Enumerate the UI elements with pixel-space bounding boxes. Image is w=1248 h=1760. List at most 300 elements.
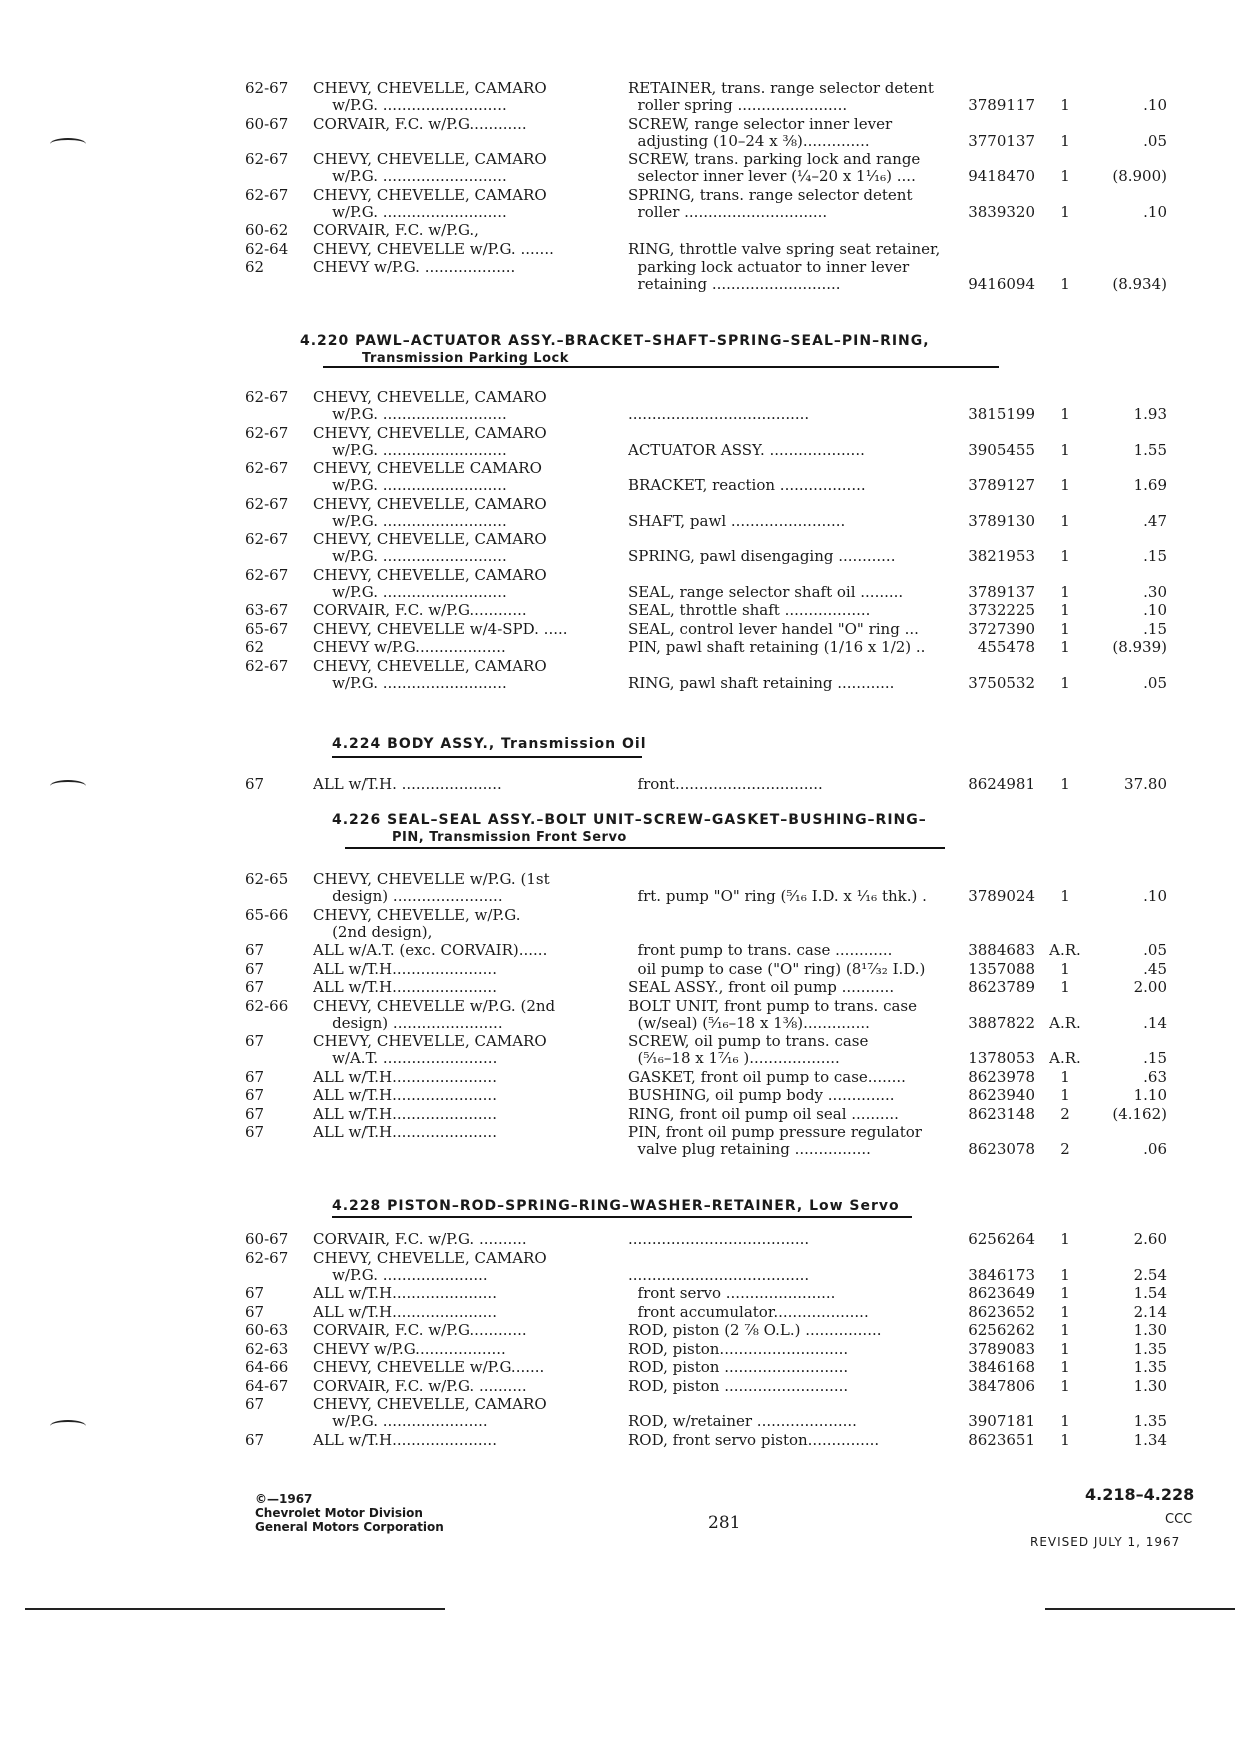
part-number: 8623078 (968, 1140, 1035, 1158)
quantity: 1 (1060, 638, 1070, 656)
price: .10 (1143, 887, 1167, 905)
vehicle-model: CHEVY, CHEVELLE, CAMARO (313, 423, 547, 442)
part-description: BUSHING, oil pump body .............. (628, 1086, 895, 1104)
part-number: 3727390 (968, 619, 1035, 638)
model-years: 67 (245, 959, 265, 978)
part-description: SCREW, trans. parking lock and range (628, 150, 921, 168)
model-years: 67 (245, 1302, 265, 1321)
model-years: 67 (245, 1067, 265, 1086)
part-description: ...................................... (628, 1230, 810, 1248)
parts-row (245, 547, 1175, 566)
parts-row (245, 1303, 1175, 1322)
parts-row (245, 775, 1175, 794)
model-years: 62-66 (245, 996, 289, 1015)
quantity: 1 (1060, 775, 1070, 793)
quantity: 1 (1060, 1376, 1070, 1395)
vehicle-model: CHEVY, CHEVELLE, CAMARO (313, 1248, 547, 1267)
parts-row (245, 1014, 1175, 1033)
parts-row (245, 887, 1175, 906)
bottom-rule (1045, 1608, 1235, 1610)
vehicle-model: w/P.G. .......................... (313, 440, 507, 459)
model-years: 67 (245, 1123, 265, 1141)
vehicle-model: design) ....................... (313, 1013, 503, 1032)
part-number: 3905455 (968, 440, 1035, 459)
price: (8.939) (1112, 638, 1167, 656)
corporation-text: General Motors Corporation (255, 1520, 444, 1534)
binder-mark (50, 138, 86, 150)
part-description: ROD, piston .......................... (628, 1376, 849, 1395)
quantity: 1 (1060, 1067, 1070, 1086)
price: 1.34 (1133, 1430, 1167, 1449)
price: 1.10 (1133, 1086, 1167, 1104)
section-heading-4-224 (332, 736, 647, 753)
parts-row (245, 167, 1175, 186)
model-years: 60-67 (245, 1230, 289, 1248)
parts-row (245, 638, 1175, 657)
price: .05 (1143, 131, 1167, 150)
vehicle-model: (2nd design), (313, 922, 433, 941)
part-description: adjusting (10–24 x ⅜).............. (628, 131, 870, 150)
part-description: ACTUATOR ASSY. .................... (628, 440, 865, 459)
part-number: 3846168 (968, 1358, 1035, 1376)
vehicle-model: ALL w/T.H. ..................... (313, 775, 502, 793)
vehicle-model: w/A.T. ........................ (313, 1049, 498, 1067)
part-number: 3839320 (968, 202, 1035, 221)
section-rule (345, 847, 945, 849)
part-description: parking lock actuator to inner lever (628, 258, 910, 276)
vehicle-model: CORVAIR, F.C. w/P.G............ (313, 114, 527, 133)
quantity: 1 (1060, 978, 1070, 996)
part-description: RETAINER, trans. range selector detent (628, 79, 934, 97)
vehicle-model: CHEVY w/P.G. ................... (313, 258, 516, 276)
model-years: 62-67 (245, 494, 289, 513)
section-subtitle: Transmission Parking Lock (362, 351, 569, 366)
quantity: 1 (1060, 1265, 1070, 1284)
model-years: 67 (245, 1032, 265, 1050)
price: 1.93 (1133, 405, 1167, 423)
quantity: 1 (1060, 1358, 1070, 1376)
vehicle-model: CHEVY, CHEVELLE, CAMARO (313, 494, 547, 513)
parts-row (245, 601, 1175, 620)
part-description: RING, front oil pump oil seal .......... (628, 1104, 899, 1123)
price: .14 (1143, 1013, 1167, 1032)
vehicle-model: ALL w/T.H...................... (313, 1086, 497, 1104)
section-title: 4.220 PAWL–ACTUATOR ASSY.–BRACKET–SHAFT–SPRING–SEAL–PIN–RING, (300, 333, 930, 349)
quantity: 1 (1060, 202, 1070, 221)
parts-row (245, 583, 1175, 602)
quantity: 1 (1060, 601, 1070, 619)
price: .15 (1143, 547, 1167, 565)
quantity: 1 (1060, 1302, 1070, 1321)
part-description: ...................................... (628, 405, 810, 423)
price: 1.35 (1133, 1412, 1167, 1430)
part-description: front pump to trans. case ............ (628, 941, 893, 959)
parts-row (245, 1068, 1175, 1087)
price: (8.900) (1112, 167, 1167, 185)
part-number: 1378053 (968, 1049, 1035, 1067)
part-number: 3815199 (968, 405, 1035, 423)
model-years: 62-67 (245, 565, 289, 584)
binder-mark (50, 1420, 86, 1432)
part-number: 455478 (977, 638, 1035, 656)
model-years: 62 (245, 258, 265, 276)
vehicle-model: CHEVY, CHEVELLE, CAMARO (313, 656, 547, 675)
quantity: A.R. (1049, 941, 1081, 959)
part-number: 3750532 (968, 673, 1035, 692)
part-description: front servo ....................... (628, 1284, 836, 1302)
price: 1.54 (1133, 1284, 1167, 1302)
part-description: RING, pawl shaft retaining ............ (628, 673, 895, 692)
parts-row (245, 476, 1175, 495)
parts-row (245, 978, 1175, 997)
part-number: 8623148 (968, 1104, 1035, 1123)
vehicle-model: CHEVY w/P.G................... (313, 1339, 506, 1358)
quantity: 1 (1060, 547, 1070, 565)
vehicle-model: CHEVY, CHEVELLE, CAMARO (313, 1032, 547, 1050)
price: .10 (1143, 96, 1167, 114)
part-number: 8623978 (968, 1067, 1035, 1086)
quantity: 1 (1060, 1284, 1070, 1302)
vehicle-model: CHEVY, CHEVELLE, CAMARO (313, 388, 547, 406)
part-description: oil pump to case ("O" ring) (8¹⁷⁄₃₂ I.D.) (628, 959, 926, 978)
part-number: 3770137 (968, 131, 1035, 150)
vehicle-model: CHEVY, CHEVELLE, w/P.G. (313, 905, 521, 924)
bottom-rule (25, 1608, 445, 1610)
price: 1.30 (1133, 1321, 1167, 1339)
section-title: 4.224 BODY ASSY., Transmission Oil (332, 736, 647, 752)
parts-row (245, 1412, 1175, 1431)
model-years: 64-66 (245, 1358, 289, 1376)
vehicle-model: CHEVY, CHEVELLE w/P.G. ....... (313, 239, 554, 258)
quantity: 1 (1060, 1412, 1070, 1430)
model-years: 62-67 (245, 530, 289, 548)
vehicle-model: CHEVY w/P.G................... (313, 638, 506, 656)
parts-row (245, 1140, 1175, 1159)
vehicle-model: w/P.G. .......................... (313, 511, 507, 530)
section-rule (332, 1216, 912, 1218)
parts-row (245, 1105, 1175, 1124)
part-description: selector inner lever (¼–20 x 1¹⁄₁₆) .... (628, 167, 916, 185)
model-years: 67 (245, 775, 265, 793)
parts-row (245, 1086, 1175, 1105)
part-description: SPRING, pawl disengaging ............ (628, 547, 896, 565)
parts-row (245, 1284, 1175, 1303)
quantity: 1 (1060, 167, 1070, 185)
part-description: SCREW, range selector inner lever (628, 114, 893, 133)
vehicle-model: w/P.G. .......................... (313, 547, 507, 565)
model-years: 63-67 (245, 601, 289, 619)
price: .05 (1143, 673, 1167, 692)
part-number: 8623940 (968, 1086, 1035, 1104)
part-number: 6256264 (968, 1230, 1035, 1248)
quantity: 1 (1060, 619, 1070, 638)
quantity: 1 (1060, 96, 1070, 114)
part-number: 3789127 (968, 476, 1035, 494)
vehicle-model: w/P.G. .......................... (313, 167, 507, 185)
quantity: 1 (1060, 1430, 1070, 1449)
price: .45 (1143, 959, 1167, 978)
part-number: 8623789 (968, 978, 1035, 996)
parts-row (245, 960, 1175, 979)
part-description: PIN, pawl shaft retaining (1/16 x 1/2) .. (628, 638, 926, 656)
price: 2.14 (1133, 1302, 1167, 1321)
part-description: SEAL, throttle shaft .................. (628, 601, 871, 619)
part-number: 6256262 (968, 1321, 1035, 1339)
part-number: 9418470 (968, 167, 1035, 185)
part-description: frt. pump "O" ring (⁵⁄₁₆ I.D. x ¹⁄₁₆ thk.) . (628, 887, 927, 905)
parts-row (245, 1358, 1175, 1377)
quantity: 1 (1060, 582, 1070, 601)
part-number: 3884683 (968, 941, 1035, 959)
part-number: 8623652 (968, 1302, 1035, 1321)
parts-row (245, 132, 1175, 151)
model-years: 65-67 (245, 619, 289, 638)
vehicle-model: CORVAIR, F.C. w/P.G., (313, 221, 479, 239)
parts-row (245, 96, 1175, 115)
part-number: 3907181 (968, 1412, 1035, 1430)
vehicle-model: w/P.G. ...................... (313, 1412, 488, 1430)
model-years: 62 (245, 638, 265, 656)
price: (8.934) (1112, 275, 1167, 293)
vehicle-model: ALL w/T.H...................... (313, 978, 497, 996)
section-rule (332, 756, 642, 758)
model-years: 60-63 (245, 1321, 289, 1339)
vehicle-model: CHEVY, CHEVELLE w/P.G....... (313, 1358, 545, 1376)
model-years: 65-66 (245, 905, 289, 924)
part-description: ...................................... (628, 1265, 810, 1284)
part-description: GASKET, front oil pump to case........ (628, 1067, 906, 1086)
parts-row (245, 203, 1175, 222)
price: 1.30 (1133, 1376, 1167, 1395)
model-years: 62-64 (245, 239, 289, 258)
price: 1.69 (1133, 476, 1167, 494)
model-years: 62-65 (245, 870, 289, 888)
part-description: ROD, piston (2 ⅞ O.L.) ................ (628, 1321, 882, 1339)
vehicle-model: CORVAIR, F.C. w/P.G. .......... (313, 1376, 527, 1395)
model-years: 62-67 (245, 423, 289, 442)
part-description: RING, throttle valve spring seat retainer, (628, 239, 941, 258)
part-description: BOLT UNIT, front pump to trans. case (628, 996, 917, 1015)
vehicle-model: ALL w/A.T. (exc. CORVAIR)...... (313, 941, 548, 959)
part-number: 3789024 (968, 887, 1035, 905)
part-description: valve plug retaining ................ (628, 1140, 871, 1158)
model-years: 62-67 (245, 185, 289, 204)
model-years: 60-62 (245, 221, 289, 239)
parts-row (245, 1321, 1175, 1340)
quantity: 1 (1060, 275, 1070, 293)
vehicle-model: CORVAIR, F.C. w/P.G............ (313, 601, 527, 619)
price: (4.162) (1112, 1104, 1167, 1123)
price: .15 (1143, 1049, 1167, 1067)
quantity: 1 (1060, 673, 1070, 692)
vehicle-model: CORVAIR, F.C. w/P.G. .......... (313, 1230, 527, 1248)
price: 2.00 (1133, 978, 1167, 996)
model-years: 62-67 (245, 459, 289, 477)
publisher-block (255, 1492, 444, 1534)
vehicle-model: w/P.G. .......................... (313, 202, 507, 221)
parts-row (245, 275, 1175, 294)
parts-row (245, 441, 1175, 460)
section-title: 4.228 PISTON–ROD–SPRING–RING–WASHER–RETAINER, Low Servo (332, 1198, 900, 1214)
part-number: 8624981 (968, 775, 1035, 793)
section-heading-4-220 (300, 333, 930, 367)
part-number: 1357088 (968, 959, 1035, 978)
part-description: PIN, front oil pump pressure regulator (628, 1123, 922, 1141)
part-description: SCREW, oil pump to trans. case (628, 1032, 869, 1050)
price: 2.54 (1133, 1265, 1167, 1284)
part-description: ROD, front servo piston............... (628, 1430, 880, 1449)
group-range: 4.218–4.228 (1085, 1485, 1195, 1504)
part-description: SEAL, range selector shaft oil ......... (628, 582, 904, 601)
division-text: Chevrolet Motor Division (255, 1506, 423, 1520)
price: 1.55 (1133, 440, 1167, 459)
section-subtitle: PIN, Transmission Front Servo (392, 830, 627, 845)
vehicle-model: CHEVY, CHEVELLE CAMARO (313, 459, 542, 477)
vehicle-model: CHEVY, CHEVELLE, CAMARO (313, 530, 547, 548)
price: .47 (1143, 511, 1167, 530)
price: .06 (1143, 1140, 1167, 1158)
part-number: 8623649 (968, 1284, 1035, 1302)
quantity: 1 (1060, 476, 1070, 494)
part-description: SEAL ASSY., front oil pump ........... (628, 978, 895, 996)
price: 1.35 (1133, 1339, 1167, 1358)
section-heading-4-228 (332, 1198, 900, 1215)
vehicle-model: ALL w/T.H...................... (313, 1430, 497, 1449)
parts-row (245, 221, 1175, 240)
model-years: 67 (245, 1086, 265, 1104)
model-years: 64-67 (245, 1376, 289, 1395)
catalog-code: CCC (1165, 1512, 1193, 1527)
price: 37.80 (1124, 775, 1167, 793)
vehicle-model: ALL w/T.H...................... (313, 1284, 497, 1302)
model-years: 62-63 (245, 1339, 289, 1358)
model-years: 67 (245, 1395, 265, 1413)
parts-row (245, 674, 1175, 693)
vehicle-model: CHEVY, CHEVELLE, CAMARO (313, 79, 547, 97)
price: 1.35 (1133, 1358, 1167, 1376)
quantity: 1 (1060, 1321, 1070, 1339)
quantity: 1 (1060, 1339, 1070, 1358)
revision-date: REVISED JULY 1, 1967 (1030, 1535, 1181, 1549)
quantity: 1 (1060, 959, 1070, 978)
part-description: front............................... (628, 775, 823, 793)
quantity: 1 (1060, 887, 1070, 905)
price: .15 (1143, 619, 1167, 638)
part-description: (⁵⁄₁₆–18 x 1⁷⁄₁₆ )................... (628, 1049, 840, 1067)
part-number: 3789130 (968, 511, 1035, 530)
vehicle-model: ALL w/T.H...................... (313, 1104, 497, 1123)
part-number: 3887822 (968, 1013, 1035, 1032)
part-description: SPRING, trans. range selector detent (628, 185, 913, 204)
part-description: SEAL, control lever handel "O" ring ... (628, 619, 919, 638)
part-description: roller spring ....................... (628, 96, 848, 114)
parts-row (245, 240, 1175, 259)
part-description: BRACKET, reaction .................. (628, 476, 866, 494)
part-number: 8623651 (968, 1430, 1035, 1449)
price: .30 (1143, 582, 1167, 601)
quantity: 1 (1060, 440, 1070, 459)
quantity: 2 (1060, 1104, 1070, 1123)
vehicle-model: w/P.G. ...................... (313, 1265, 488, 1284)
part-number: 3789137 (968, 582, 1035, 601)
vehicle-model: CHEVY, CHEVELLE w/P.G. (1st (313, 870, 550, 888)
model-years: 62-67 (245, 388, 289, 406)
model-years: 62-67 (245, 656, 289, 675)
parts-row (245, 405, 1175, 424)
parts-row (245, 1431, 1175, 1450)
model-years: 67 (245, 1104, 265, 1123)
price: .10 (1143, 601, 1167, 619)
part-description: ROD, w/retainer ..................... (628, 1412, 857, 1430)
section-title: 4.226 SEAL–SEAL ASSY.–BOLT UNIT–SCREW–GASKET–BUSHING–RING– (332, 812, 927, 828)
vehicle-model: CHEVY, CHEVELLE, CAMARO (313, 150, 547, 168)
model-years: 67 (245, 1430, 265, 1449)
price: .10 (1143, 202, 1167, 221)
part-description: ROD, piston........................... (628, 1339, 849, 1358)
quantity: A.R. (1049, 1049, 1081, 1067)
quantity: 1 (1060, 511, 1070, 530)
parts-row (245, 1049, 1175, 1068)
parts-row (245, 1377, 1175, 1396)
part-number: 3846173 (968, 1265, 1035, 1284)
part-number: 3789083 (968, 1339, 1035, 1358)
part-description: ROD, piston .......................... (628, 1358, 849, 1376)
vehicle-model: ALL w/T.H...................... (313, 959, 497, 978)
parts-row (245, 941, 1175, 960)
model-years: 67 (245, 1284, 265, 1302)
vehicle-model: CHEVY, CHEVELLE, CAMARO (313, 565, 547, 584)
parts-row (245, 620, 1175, 639)
parts-row (245, 512, 1175, 531)
part-description: roller .............................. (628, 202, 828, 221)
parts-row (245, 1340, 1175, 1359)
copyright-text: ©—1967 (255, 1492, 313, 1506)
quantity: 1 (1060, 131, 1070, 150)
model-years: 62-67 (245, 150, 289, 168)
parts-row (245, 923, 1175, 942)
quantity: 2 (1060, 1140, 1070, 1158)
part-number: 3789117 (968, 96, 1035, 114)
page-number: 281 (708, 1513, 741, 1533)
quantity: 1 (1060, 405, 1070, 423)
part-description: front accumulator.................... (628, 1302, 869, 1321)
quantity: A.R. (1049, 1013, 1081, 1032)
vehicle-model: w/P.G. .......................... (313, 673, 507, 692)
vehicle-model: CHEVY, CHEVELLE, CAMARO (313, 1395, 547, 1413)
price: 2.60 (1133, 1230, 1167, 1248)
part-number: 9416094 (968, 275, 1035, 293)
vehicle-model: ALL w/T.H...................... (313, 1302, 497, 1321)
model-years: 62-67 (245, 79, 289, 97)
part-description: (w/seal) (⁵⁄₁₆–18 x 1⅜).............. (628, 1013, 870, 1032)
part-number: 3821953 (968, 547, 1035, 565)
vehicle-model: ALL w/T.H...................... (313, 1067, 497, 1086)
vehicle-model: w/P.G. .......................... (313, 582, 507, 601)
vehicle-model: CHEVY, CHEVELLE w/4-SPD. ..... (313, 619, 568, 638)
quantity: 1 (1060, 1086, 1070, 1104)
quantity: 1 (1060, 1230, 1070, 1248)
model-years: 67 (245, 941, 265, 959)
vehicle-model: design) ....................... (313, 887, 503, 905)
parts-row (245, 1230, 1175, 1249)
vehicle-model: w/P.G. .......................... (313, 96, 507, 114)
parts-row (245, 1266, 1175, 1285)
vehicle-model: CHEVY, CHEVELLE, CAMARO (313, 185, 547, 204)
section-rule (323, 366, 999, 368)
part-description: retaining ........................... (628, 275, 841, 293)
model-years: 62-67 (245, 1248, 289, 1267)
vehicle-model: w/P.G. .......................... (313, 405, 507, 423)
